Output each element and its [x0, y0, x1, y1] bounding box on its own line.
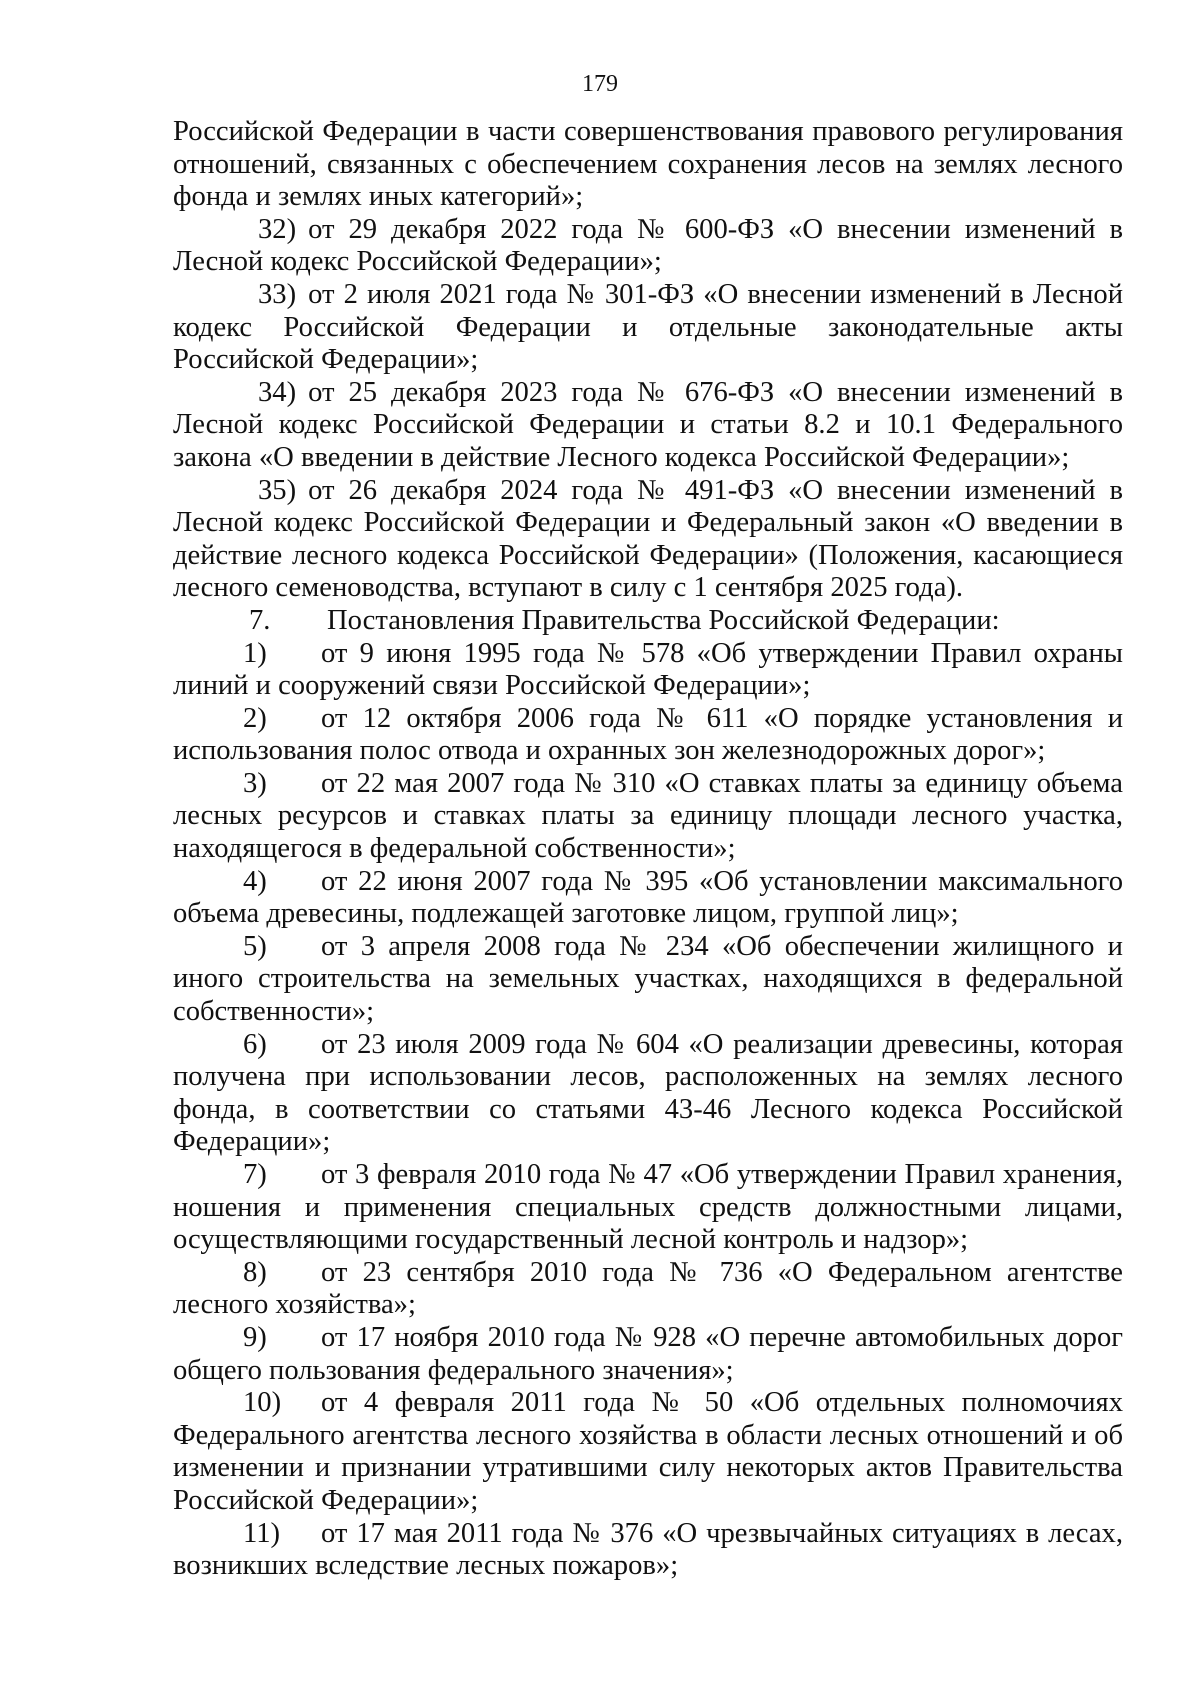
item-number: 11): [243, 1517, 281, 1549]
item-number: 7): [243, 1159, 267, 1190]
paragraph-text: от 12 октября 2006 года № 611 «О порядке установления и использования полос отвода и охранных зон железнодорожных дорог»;: [173, 702, 1123, 767]
item-number: 3): [243, 767, 267, 799]
paragraph-text: от 3 февраля 2010 года № 47 «Об утверждении Правил хранения, ношения и применения специальных средств должностными лицами, осуществляющими государственный лесной контроль и надзор»;: [173, 1159, 1123, 1256]
paragraph-law-32: [173, 214, 1123, 279]
item-number: 9): [243, 1321, 267, 1353]
paragraph-text: от 17 ноября 2010 года № 928 «О перечне автомобильных дорог общего пользования федерального значения»;: [173, 1321, 1123, 1386]
paragraph-law-34: [173, 377, 1123, 475]
paragraph-text: от 26 декабря 2024 года № 491-ФЗ «О внесении изменений в Лесной кодекс Российской Федерации и Федеральный закон «О введении в действие лесного кодекса Российской Федерации» (Положения, касающиеся лесного семеноводства, вступают в силу с 1 сентября 2025 года).: [173, 474, 1123, 604]
paragraph-text: от 25 декабря 2023 года № 676-ФЗ «О внесении изменений в Лесной кодекс Российской Федерации и статьи 8.2 и 10.1 Федерального закона «О введении в действие Лесного кодекса Российской Федерации»;: [173, 376, 1123, 473]
section-heading-7: [173, 605, 1123, 638]
item-number: 35): [258, 474, 297, 506]
paragraph-text: от 3 апреля 2008 года № 234 «Об обеспечении жилищного и иного строительства на земельных участках, находящихся в федеральной собственности»;: [173, 930, 1123, 1028]
paragraph-item-1: [173, 638, 1123, 703]
paragraph-item-3: [173, 768, 1123, 866]
item-number: 4): [243, 865, 267, 897]
paragraph-text: от 23 июля 2009 года № 604 «О реализации древесины, которая получена при использовании лесов, расположенных на землях лесного фонда, в соответствии со статьями 43-46 Лесного кодекса Российской Федерации»;: [173, 1028, 1123, 1158]
item-number: 6): [243, 1028, 267, 1060]
paragraph-item-5: [173, 931, 1123, 1029]
paragraph-item-4: [173, 866, 1123, 931]
paragraph-item-6: [173, 1029, 1123, 1159]
paragraph-item-10: [173, 1387, 1123, 1517]
paragraph-item-9: [173, 1322, 1123, 1387]
paragraph-text: от 17 мая 2011 года № 376 «О чрезвычайных ситуациях в лесах, возникших вследствие лесных пожаров»;: [173, 1517, 1123, 1582]
paragraph-item-7: [173, 1159, 1123, 1257]
paragraph-item-2: [173, 703, 1123, 768]
item-number: 8): [243, 1256, 267, 1288]
section-number: 7.: [249, 604, 271, 636]
section-title: Постановления Правительства Российской Федерации:: [327, 604, 1000, 636]
document-body: [173, 116, 1123, 1583]
paragraph-text: от 2 июля 2021 года № 301-ФЗ «О внесении изменений в Лесной кодекс Российской Федерации и отдельные законодательные акты Российской Федерации»;: [173, 278, 1123, 376]
item-number: 1): [243, 637, 267, 669]
paragraph-text: от 9 июня 1995 года № 578 «Об утверждении Правил охраны линий и сооружений связи Российской Федерации»;: [173, 637, 1123, 702]
paragraph-text: от 23 сентября 2010 года № 736 «О Федеральном агентстве лесного хозяйства»;: [173, 1256, 1123, 1321]
paragraph-lead: [173, 116, 1123, 214]
item-number: 32): [258, 213, 297, 245]
paragraph-item-11: [173, 1518, 1123, 1583]
paragraph-item-8: [173, 1257, 1123, 1322]
item-number: 2): [243, 702, 267, 734]
paragraph-text: от 22 мая 2007 года № 310 «О ставках платы за единицу объема лесных ресурсов и ставках платы за единицу площади лесного участка, находящегося в федеральной собственности»;: [173, 767, 1123, 865]
paragraph-law-35: [173, 475, 1123, 605]
item-number: 5): [243, 930, 267, 962]
paragraph-text: от 4 февраля 2011 года № 50 «Об отдельных полномочиях Федерального агентства лесного хозяйства в области лесных отношений и об изменении и признании утратившими силу некоторых актов Правительства Российской Федерации»;: [173, 1387, 1123, 1516]
paragraph-text: Российской Федерации в части совершенствования правового регулирования отношений, связанных с обеспечением сохранения лесов на землях лесного фонда и землях иных категорий»;: [173, 116, 1123, 213]
item-number: 33): [258, 278, 297, 310]
item-number: 10): [243, 1387, 282, 1419]
page-number: 179: [582, 71, 618, 97]
paragraph-text: от 22 июня 2007 года № 395 «Об установлении максимального объема древесины, подлежащей заготовке лицом, группой лиц»;: [173, 865, 1123, 930]
paragraph-text: от 29 декабря 2022 года № 600-ФЗ «О внесении изменений в Лесной кодекс Российской Федерации»;: [173, 213, 1123, 278]
item-number: 34): [258, 376, 297, 408]
paragraph-law-33: [173, 279, 1123, 377]
